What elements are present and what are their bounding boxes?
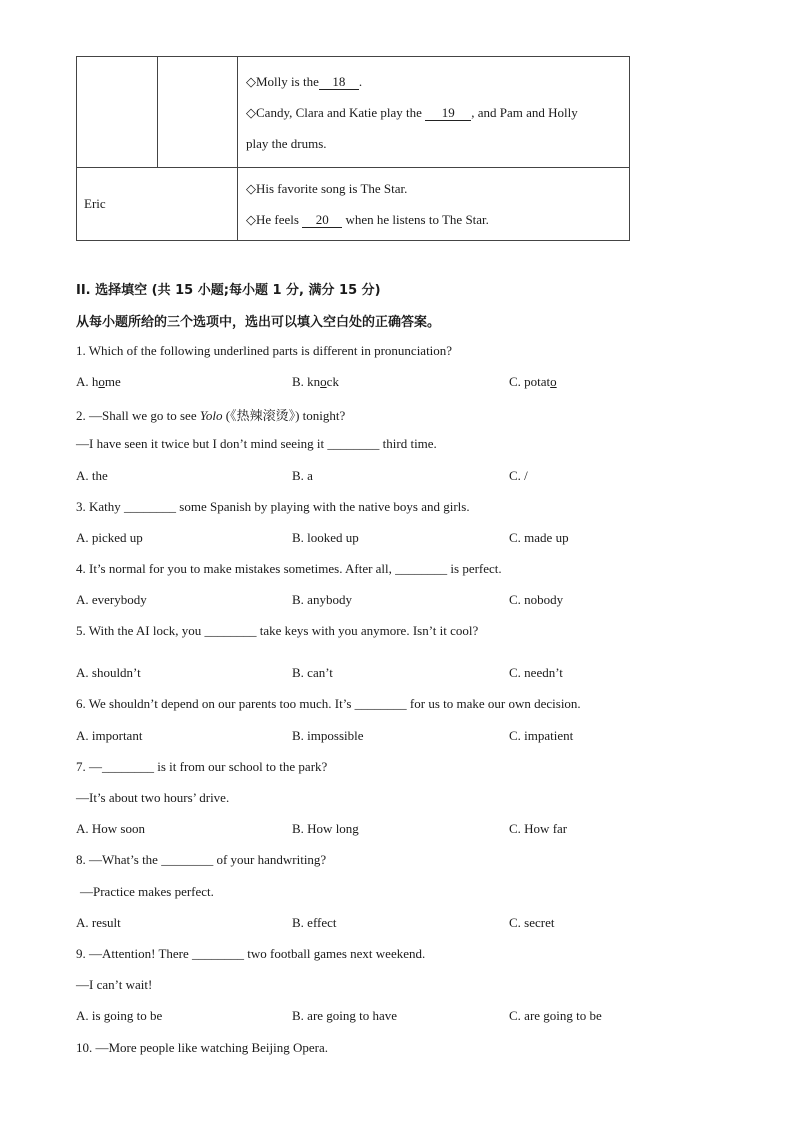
option-b[interactable]: B. impossible bbox=[292, 728, 364, 743]
table-cell-notes bbox=[238, 57, 630, 168]
note-line: ◇Molly is the 18 . bbox=[246, 74, 363, 89]
question-2-line2: —I have seen it twice but I don’t mind seeing it ________ third time. bbox=[76, 436, 437, 451]
option-a[interactable]: A. result bbox=[76, 915, 121, 930]
answer-blank-18: 18 bbox=[319, 75, 359, 90]
answer-blank-19: 19 bbox=[425, 106, 471, 121]
question-9-stem: 9. —Attention! There ________ two football games next weekend. bbox=[76, 946, 426, 961]
option-c[interactable]: C. / bbox=[509, 468, 528, 483]
question-5-stem: 5. With the AI lock, you ________ take keys with you anymore. Isn’t it cool? bbox=[76, 623, 479, 638]
section-instruction: 从每小题所给的三个选项中，选出可以填入空白处的正确答案。 bbox=[76, 315, 441, 330]
question-8-line2: —Practice makes perfect. bbox=[80, 884, 214, 899]
question-7-line2: —It’s about two hours’ drive. bbox=[76, 790, 230, 805]
section-title: II. 选择填空 (共 15 小题;每小题 1 分, 满分 15 分) bbox=[76, 283, 381, 298]
option-b[interactable]: B. effect bbox=[292, 915, 337, 930]
table-cell-empty bbox=[158, 57, 238, 168]
option-c[interactable]: C. secret bbox=[509, 915, 555, 930]
option-a[interactable]: A. picked up bbox=[76, 530, 143, 545]
table-cell-empty bbox=[77, 57, 158, 168]
note-line: ◇Candy, Clara and Katie play the 19 , and Pam and Holly bbox=[246, 105, 578, 120]
question-10-stem: 10. —More people like watching Beijing Opera. bbox=[76, 1040, 328, 1055]
question-1-stem: 1. Which of the following underlined parts is different in pronunciation? bbox=[76, 343, 453, 358]
option-b[interactable]: B. can’t bbox=[292, 665, 333, 680]
question-4-stem: 4. It’s normal for you to make mistakes sometimes. After all, ________ is perfect. bbox=[76, 561, 502, 576]
table-cell-name bbox=[77, 168, 238, 241]
info-table bbox=[76, 56, 630, 241]
option-a[interactable]: A. home bbox=[76, 374, 121, 389]
option-b[interactable]: B. looked up bbox=[292, 530, 359, 545]
table-row bbox=[77, 57, 630, 168]
table-row bbox=[77, 168, 630, 241]
question-3-stem: 3. Kathy ________ some Spanish by playing with the native boys and girls. bbox=[76, 499, 470, 514]
option-b[interactable]: B. knock bbox=[292, 374, 339, 389]
option-c[interactable]: C. are going to be bbox=[509, 1008, 602, 1023]
person-name: Eric bbox=[84, 196, 106, 211]
table-cell-notes bbox=[238, 168, 630, 241]
option-a[interactable]: A. the bbox=[76, 468, 108, 483]
question-8-stem: 8. —What’s the ________ of your handwriting? bbox=[76, 852, 327, 867]
option-c[interactable]: C. potato bbox=[509, 374, 557, 389]
option-a[interactable]: A. shouldn’t bbox=[76, 665, 141, 680]
option-b[interactable]: B. a bbox=[292, 468, 313, 483]
option-c[interactable]: C. made up bbox=[509, 530, 569, 545]
option-a[interactable]: A. important bbox=[76, 728, 143, 743]
option-c[interactable]: C. needn’t bbox=[509, 665, 563, 680]
option-b[interactable]: B. How long bbox=[292, 821, 359, 836]
note-line: play the drums. bbox=[246, 136, 327, 151]
question-2-stem: 2. —Shall we go to see Yolo (《热辣滚烫》) tonight? bbox=[76, 408, 346, 423]
note-line: ◇He feels 20 when he listens to The Star. bbox=[246, 212, 489, 227]
answer-blank-20: 20 bbox=[302, 213, 342, 228]
question-6-stem: 6. We shouldn’t depend on our parents too much. It’s ________ for us to make our own decision. bbox=[76, 696, 581, 711]
option-c[interactable]: C. impatient bbox=[509, 728, 574, 743]
option-a[interactable]: A. everybody bbox=[76, 592, 147, 607]
option-b[interactable]: B. are going to have bbox=[292, 1008, 398, 1023]
question-7-stem: 7. —________ is it from our school to the park? bbox=[76, 759, 328, 774]
option-c[interactable]: C. How far bbox=[509, 821, 568, 836]
option-c[interactable]: C. nobody bbox=[509, 592, 564, 607]
note-line: ◇His favorite song is The Star. bbox=[246, 181, 408, 196]
question-9-line2: —I can’t wait! bbox=[76, 977, 153, 992]
option-b[interactable]: B. anybody bbox=[292, 592, 352, 607]
option-a[interactable]: A. How soon bbox=[76, 821, 145, 836]
option-a[interactable]: A. is going to be bbox=[76, 1008, 163, 1023]
